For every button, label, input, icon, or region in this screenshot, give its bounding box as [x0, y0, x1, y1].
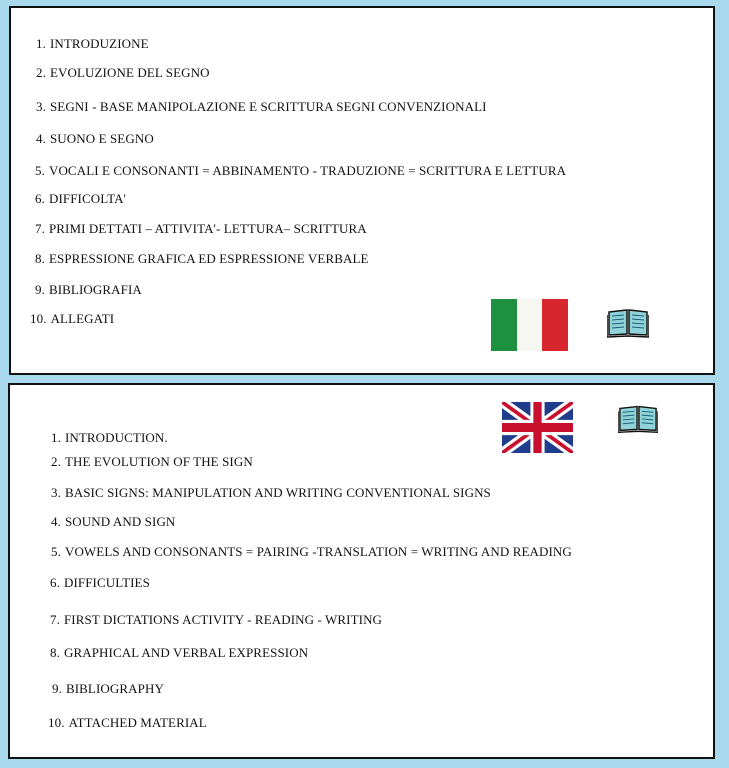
- list-item[interactable]: 4. SUONO E SEGNO: [36, 131, 154, 146]
- list-item[interactable]: 4. SOUND AND SIGN: [51, 514, 176, 529]
- list-item[interactable]: 10. ATTACHED MATERIAL: [48, 715, 207, 730]
- list-item[interactable]: 3. BASIC SIGNS: MANIPULATION AND WRITING CONVENTIONAL SIGNS: [51, 485, 491, 500]
- list-item[interactable]: 8. GRAPHICAL AND VERBAL EXPRESSION: [50, 645, 309, 660]
- list-item[interactable]: 6. DIFFICOLTA': [35, 191, 126, 206]
- list-item[interactable]: 5. VOCALI E CONSONANTI = ABBINAMENTO - TRADUZIONE = SCRITTURA E LETTURA: [35, 163, 567, 178]
- list-item[interactable]: 2. EVOLUZIONE DEL SEGNO: [36, 65, 210, 80]
- uk-flag-icon: [502, 402, 573, 453]
- italian-index-panel: [9, 6, 715, 375]
- list-item[interactable]: 7. FIRST DICTATIONS ACTIVITY - READING - WRITING: [50, 612, 383, 627]
- list-item[interactable]: 3. SEGNI - BASE MANIPOLAZIONE E SCRITTURA SEGNI CONVENZIONALI: [36, 99, 487, 114]
- list-item[interactable]: 10. ALLEGATI: [30, 311, 115, 326]
- list-item[interactable]: 5. VOWELS AND CONSONANTS = PAIRING -TRANSLATION = WRITING AND READING: [51, 544, 572, 559]
- list-item[interactable]: 9. BIBLIOGRAPHY: [52, 681, 164, 696]
- english-index-panel: [8, 383, 715, 759]
- open-book-icon[interactable]: [618, 402, 658, 434]
- italy-flag-icon: [491, 299, 568, 351]
- list-item[interactable]: 1. INTRODUCTION.: [51, 430, 168, 445]
- list-item[interactable]: 6. DIFFICULTIES: [50, 575, 150, 590]
- open-book-icon[interactable]: [607, 306, 649, 338]
- list-item[interactable]: 2. THE EVOLUTION OF THE SIGN: [51, 454, 253, 469]
- list-item[interactable]: 7. PRIMI DETTATI – ATTIVITA'- LETTURA– SCRITTURA: [35, 221, 367, 236]
- list-item[interactable]: 1. INTRODUZIONE: [36, 36, 149, 51]
- list-item[interactable]: 9. BIBLIOGRAFIA: [35, 282, 142, 297]
- list-item[interactable]: 8. ESPRESSIONE GRAFICA ED ESPRESSIONE VERBALE: [35, 251, 369, 266]
